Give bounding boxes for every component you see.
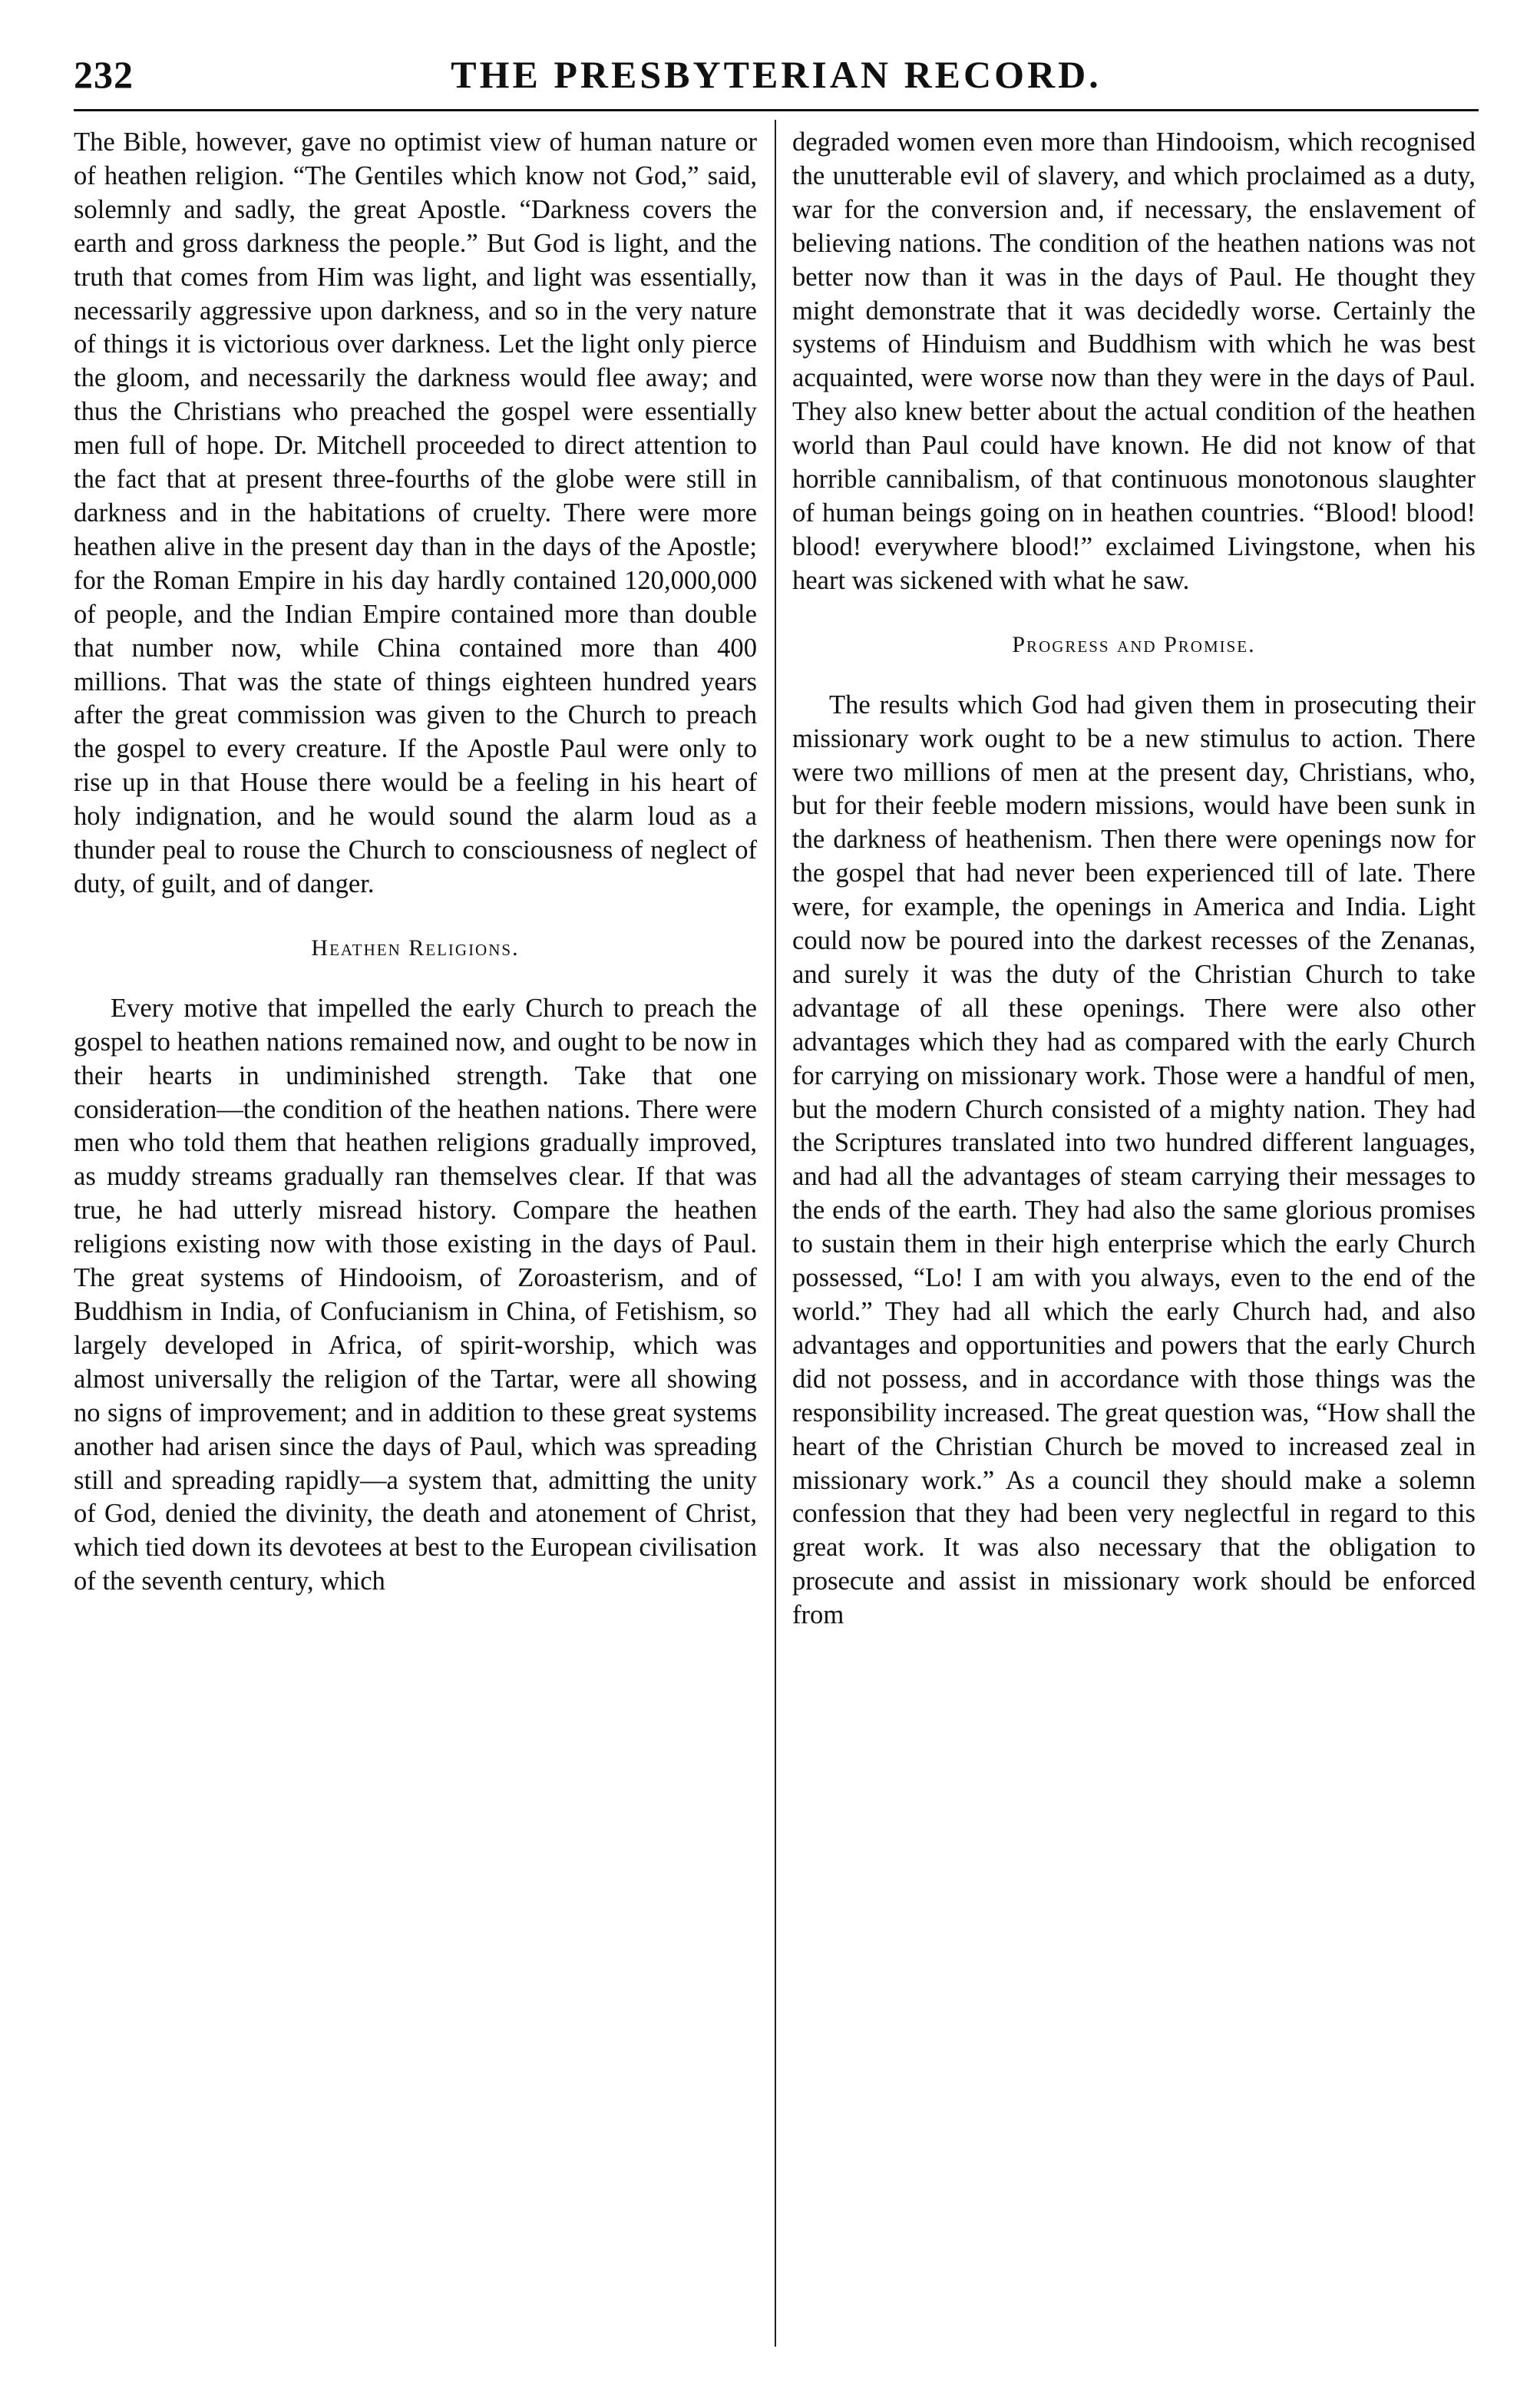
right-column — [792, 126, 1476, 2353]
paragraph: degraded women even more than Hindooism, which recognised the unutterable evil of slavery, and which proclaimed as a duty, war for the conversion and, if necessary, the enslavement of believing nations. The condition of the heathen nations was not better now than it was in the days of Paul. He thought they might demonstrate that it was decidedly worse. Certainly the systems of Hinduism and Buddhism with which he was best acquainted, were worse now than they were in the days of Paul. They also knew better about the actual condition of the heathen world than Paul could have known. He did not know of that horrible cannibalism, of that continuous monotonous slaughter of human beings going on in heathen countries. “Blood! blood! blood! everywhere blood!” exclaimed Livingstone, when his heart was sickened with what he saw. — [792, 127, 1476, 595]
section-heading: Heathen Religions. — [311, 935, 520, 961]
page — [74, 46, 1479, 2373]
column-divider — [775, 120, 776, 2347]
paragraph: Every motive that impelled the early Church to preach the gospel to heathen nations remained now, and ought to be now in their hearts in undiminished strength. Take that one consideration—the condition of the heathen nations. There were men who told them that heathen religions gradually improved, as muddy streams gradually ran themselves clear. If that was true, he had utterly misread history. Compare the heathen religions existing now with those existing in the days of Paul. The great systems of Hindooism, of Zoroasterism, and of Buddhism in India, of Confucianism in China, of Fetishism, so largely developed in Africa, of spirit-worship, which was almost universally the religion of the Tartar, were all showing no signs of improvement; and in addition to these great systems another had arisen since the days of Paul, which was spreading still and spreading rapidly—a system that, admitting the unity of God, denied the divinity, the death and atonement of Christ, which tied down its devotees at best to the European civilisation of the seventh century, which — [74, 993, 757, 1596]
paragraph: The Bible, however, gave no optimist view of human nature or of heathen religion. “The Gentiles which know not God,” said, solemnly and sadly, the great Apostle. “Darkness covers the earth and gross darkness the people.” But God is light, and the truth that comes from Him was light, and light was essentially, necessarily aggressive upon darkness, and so in the very nature of things it is victorious over darkness. Let the light only pierce the gloom, and necessarily the darkness would flee away; and thus the Christians who preached the gospel were essentially men full of hope. Dr. Mitchell proceeded to direct attention to the fact that at present three-fourths of the globe were still in darkness and in the habitations of cruelty. There were more heathen alive in the present day than in the days of the Apostle; for the Roman Empire in his day hardly contained 120,000,000 of people, and the Indian Empire contained more than double that number now, while China contained more than 400 millions. That was the state of things eighteen hundred years after the great commission was given to the Church to preach the gospel to every creature. If the Apostle Paul were only to rise up in that House there would be a feeling in his heart of holy indignation, and he would sound the alarm loud as a thunder peal to rouse the Church to consciousness of neglect of duty, of guilt, and of danger. — [74, 127, 757, 898]
article-columns — [74, 126, 1479, 2373]
left-column — [74, 126, 757, 2353]
header-rule — [74, 109, 1479, 111]
section-heading: Progress and Promise. — [1012, 631, 1256, 657]
paragraph: The results which God had given them in prosecuting their missionary work ought to be a new stimulus to action. There were two millions of men at the present day, Christians, who, but for their feeble modern missions, would have been sunk in the darkness of heathenism. Then there were openings now for the gospel that had never been experienced till of late. There were, for example, the openings in America and India. Light could now be poured into the darkest recesses of the Zenanas, and surely it was the duty of the Christian Church to take advantage of all these openings. There were also other advantages which they had as compared with the early Church for carrying on missionary work. Those were a handful of men, but the modern Church consisted of a mighty nation. They had the Scriptures translated into two hundred different languages, and had all the advantages of steam carrying their messages to the ends of the earth. They had also the same glorious promises to sustain them in their high enterprise which the early Church possessed, “Lo! I am with you always, even to the end of the world.” They had all which the early Church had, and also advantages and opportunities and powers that the early Church did not possess, and in accordance with those things was the responsibility increased. The great question was, “How shall the heart of the Christian Church be moved to increased zeal in missionary work.” As a council they should make a solemn confession that they had been very neglectful in regard to this great work. It was also necessary that the obligation to prosecute and assist in missionary work should be enforced from — [792, 690, 1476, 1630]
page-header — [74, 46, 1479, 104]
page-number: 232 — [74, 53, 134, 96]
journal-title: THE PRESBYTERIAN RECORD. — [451, 53, 1102, 96]
